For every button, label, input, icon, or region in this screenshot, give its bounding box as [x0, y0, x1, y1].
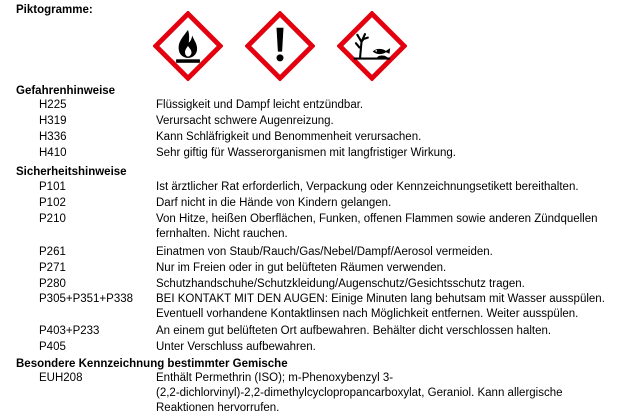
- hazard-code-h225: H225: [39, 99, 67, 111]
- precaution-heading: Sicherheitshinweise: [16, 166, 127, 178]
- precaution-text-p405: Unter Verschluss aufbewahren.: [156, 341, 316, 353]
- hazard-code-h319: H319: [39, 115, 67, 127]
- precaution-text-p101: Ist ärztlicher Rat erforderlich, Verpackung oder Kennzeichnungsetikett bereithalten.: [156, 181, 579, 193]
- precaution-text-p102: Darf nicht in die Hände von Kindern gelangen.: [156, 197, 392, 209]
- precaution-code-p271: P271: [39, 262, 66, 274]
- precaution-code-p210: P210: [39, 213, 66, 225]
- hazard-heading: Gefahrenhinweise: [16, 85, 116, 97]
- precaution-text-p261: Einatmen von Staub/Rauch/Gas/Nebel/Dampf/Aerosol vermeiden.: [156, 246, 493, 258]
- precaution-code-p102: P102: [39, 197, 66, 209]
- special-heading: Besondere Kennzeichnung bestimmter Gemische: [16, 358, 288, 370]
- pictograms-heading: Piktogramme:: [16, 4, 93, 16]
- precaution-code-p403: P403+P233: [39, 325, 100, 337]
- hazard-text-h225: Flüssigkeit und Dampf leicht entzündbar.: [156, 99, 364, 111]
- environment-icon: [337, 11, 407, 81]
- precaution-text-p210-line1: Von Hitze, heißen Oberflächen, Funken, offenen Flammen sowie anderen Zündquellen: [156, 213, 598, 225]
- hazard-text-h319: Verursacht schwere Augenreizung.: [156, 115, 334, 127]
- precaution-code-p405: P405: [39, 341, 66, 353]
- special-text-euh208-line3: Reaktionen hervorrufen.: [156, 402, 280, 414]
- precaution-code-p305: P305+P351+P338: [39, 293, 134, 305]
- precaution-text-p403: An einem gut belüfteten Ort aufbewahren. Behälter dicht verschlossen halten.: [156, 325, 552, 337]
- precaution-text-p305-line2: Eventuell vorhandene Kontaktlinsen nach Möglichkeit entfernen. Weiter ausspülen.: [156, 308, 579, 320]
- special-text-euh208-line1: Enthält Permethrin (ISO); m-Phenoxybenzyl 3-: [156, 372, 394, 384]
- precaution-code-p261: P261: [39, 246, 66, 258]
- hazard-code-h410: H410: [39, 147, 67, 159]
- precaution-text-p210-line2: fernhalten. Nicht rauchen.: [156, 228, 288, 240]
- precaution-text-p280: Schutzhandschuhe/Schutzkleidung/Augenschutz/Gesichtsschutz tragen.: [156, 278, 525, 290]
- exclamation-mark-icon: [245, 11, 315, 81]
- precaution-text-p305-line1: BEI KONTAKT MIT DEN AUGEN: Einige Minuten lang behutsam mit Wasser ausspülen.: [156, 293, 605, 305]
- special-code-euh208: EUH208: [39, 372, 83, 384]
- precaution-code-p280: P280: [39, 278, 66, 290]
- precaution-code-p101: P101: [39, 181, 66, 193]
- hazard-text-h336: Kann Schläfrigkeit und Benommenheit verursachen.: [156, 131, 422, 143]
- special-text-euh208-line2: (2,2-dichlorvinyl)-2,2-dimethylcyclopropancarboxylat, Geraniol. Kann allergische: [156, 387, 563, 399]
- flame-icon: [153, 11, 223, 81]
- precaution-text-p271: Nur im Freien oder in gut belüfteten Räumen verwenden.: [156, 262, 447, 274]
- hazard-code-h336: H336: [39, 131, 67, 143]
- hazard-text-h410: Sehr giftig für Wasserorganismen mit langfristiger Wirkung.: [156, 147, 456, 159]
